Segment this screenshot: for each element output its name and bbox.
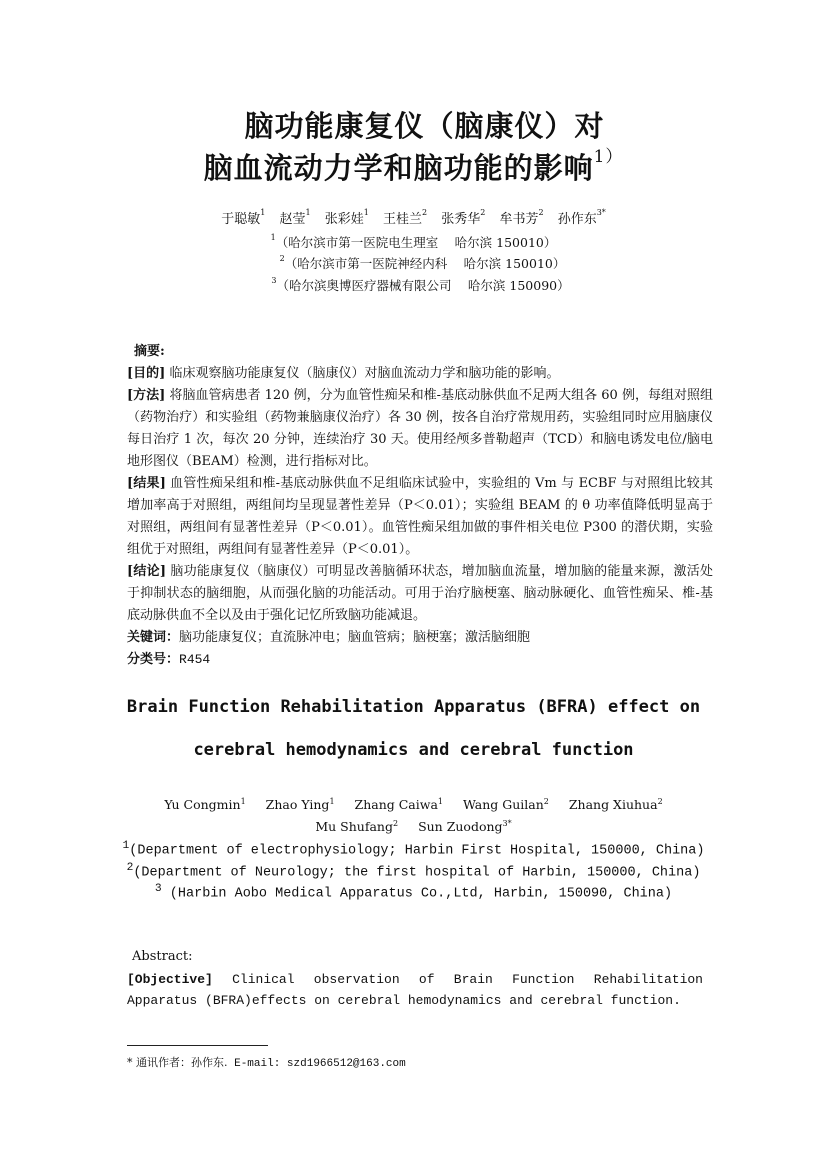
author: Zhang Xiuhua$^2$ [568, 797, 663, 812]
classification-number: 分类号：R454 [127, 652, 211, 667]
author: 于聪敏$^1$ [221, 208, 266, 227]
english-author-list-row-1 [0, 797, 827, 812]
keywords: 关键词：脑功能康复仪；直流脉冲电；脑血管病；脑梗塞；激活脑细胞 [127, 630, 531, 645]
chinese-title-line-1: 脑功能康复仪（脑康仪）对 [244, 109, 605, 143]
author: 王桂兰$^2$ [382, 208, 428, 227]
abstract-heading: 摘要: [134, 344, 165, 359]
abstract-methods: [方法] 将脑血管病患者 120 例，分为血管性痴呆和椎-基底动脉供血不足两大组各 60 例，每组对照组（药物治疗）和实验组（药物兼脑康仪治疗）各 30 例，按各自治疗常规用药，实验组同时应用脑康仪每日治疗 1 次，每次 20 分钟，连续治疗 30 天。使用经颅多普勒超声（TCD）和脑电诱发电位/脑电地形图仪（BEAM）检测，进行指标对比。 [127, 388, 713, 469]
author: Zhang Caiwa$^1$ [354, 797, 443, 812]
chinese-title-line-2: 脑血流动力学和脑功能的影响$^{1)}$ [203, 147, 624, 185]
chinese-affiliation-3: $^3$（哈尔滨奥博医疗器械有限公司 哈尔滨 150090） [271, 276, 570, 293]
chinese-abstract [127, 341, 713, 671]
chinese-affiliation-2: $^2$（哈尔滨市第一医院神经内科 哈尔滨 150010） [279, 254, 566, 271]
footnote-rule [127, 1045, 268, 1046]
author: 张秀华$^2$ [441, 208, 486, 227]
author: 赵莹$^1$ [279, 208, 311, 227]
abstract-results: [结果] 血管性痴呆组和椎-基底动脉供血不足组临床试验中，实验组的 Vm 与 ECBF 与对照组比较其增加率高于对照组，两组间均呈现显著性差异（P＜0.01）；实验组 BEAM 的 θ 功率值降低明显高于对照组，两组间有显著性差异（P＜0.01）。血管性痴呆组加做的事件相关电位 P300 的潜伏期，实验组优于对照组，两组间有显著性差异（P＜0.01）。 [127, 476, 713, 557]
abstract-conclusion: [结论] 脑功能康复仪（脑康仪）可明显改善脑循环状态，增加脑血流量，增加脑的能量来源，激活处于抑制状态的脑细胞，从而强化脑的功能活动。可用于治疗脑梗塞、脑动脉硬化、血管性痴呆、椎-基底动脉供血不全以及由于强化记忆所致脑功能减退。 [127, 564, 713, 623]
english-author-list-row-2 [0, 819, 827, 834]
author: 孙作东$^{3*}$ [557, 208, 606, 227]
corresponding-author-footnote: * 通讯作者：孙作东. E-mail: szd1966512@163.com [127, 1056, 406, 1070]
english-affiliation-2: $^2$(Department of Neurology; the first hospital of Harbin, 150000, China) [126, 862, 701, 881]
author: 张彩娃$^1$ [324, 208, 369, 227]
title-footnote-mark: 1） [593, 147, 624, 167]
english-abstract-heading: Abstract: [132, 949, 193, 964]
author: Zhao Ying$^1$ [265, 797, 335, 812]
english-affiliation-1: $^1$(Department of electrophysiology; Harbin First Hospital, 150000, China) [122, 840, 705, 859]
english-abstract [127, 946, 703, 1011]
chinese-affiliation-1: $^1$（哈尔滨市第一医院电生理室 哈尔滨 150010） [270, 233, 557, 250]
author: Mu Shufang$^2$ [315, 819, 399, 834]
abstract-objective: [目的] 临床观察脑功能康复仪（脑康仪）对脑血流动力学和脑功能的影响。 [127, 366, 560, 381]
english-title-line-1: Brain Function Rehabilitation Apparatus (BFRA) effect on [126, 697, 701, 717]
author: 牟书芳$^2$ [499, 208, 544, 227]
english-affiliation-3: $^3$ (Harbin Aobo Medical Apparatus Co.,Ltd, Harbin, 150090, China) [154, 883, 673, 902]
chinese-author-list [0, 208, 827, 227]
author: Sun Zuodong$^{3*}$ [418, 819, 512, 834]
english-title-line-2: cerebral hemodynamics and cerebral function [193, 740, 634, 760]
english-abstract-objective: [Objective] Clinical observation of Brain Function Rehabilitation Apparatus (BFRA)effects on cerebral hemodynamics and cerebral function. [127, 972, 703, 1008]
author: Yu Congmin$^1$ [164, 797, 246, 812]
author: Wang Guilan$^2$ [462, 797, 549, 812]
